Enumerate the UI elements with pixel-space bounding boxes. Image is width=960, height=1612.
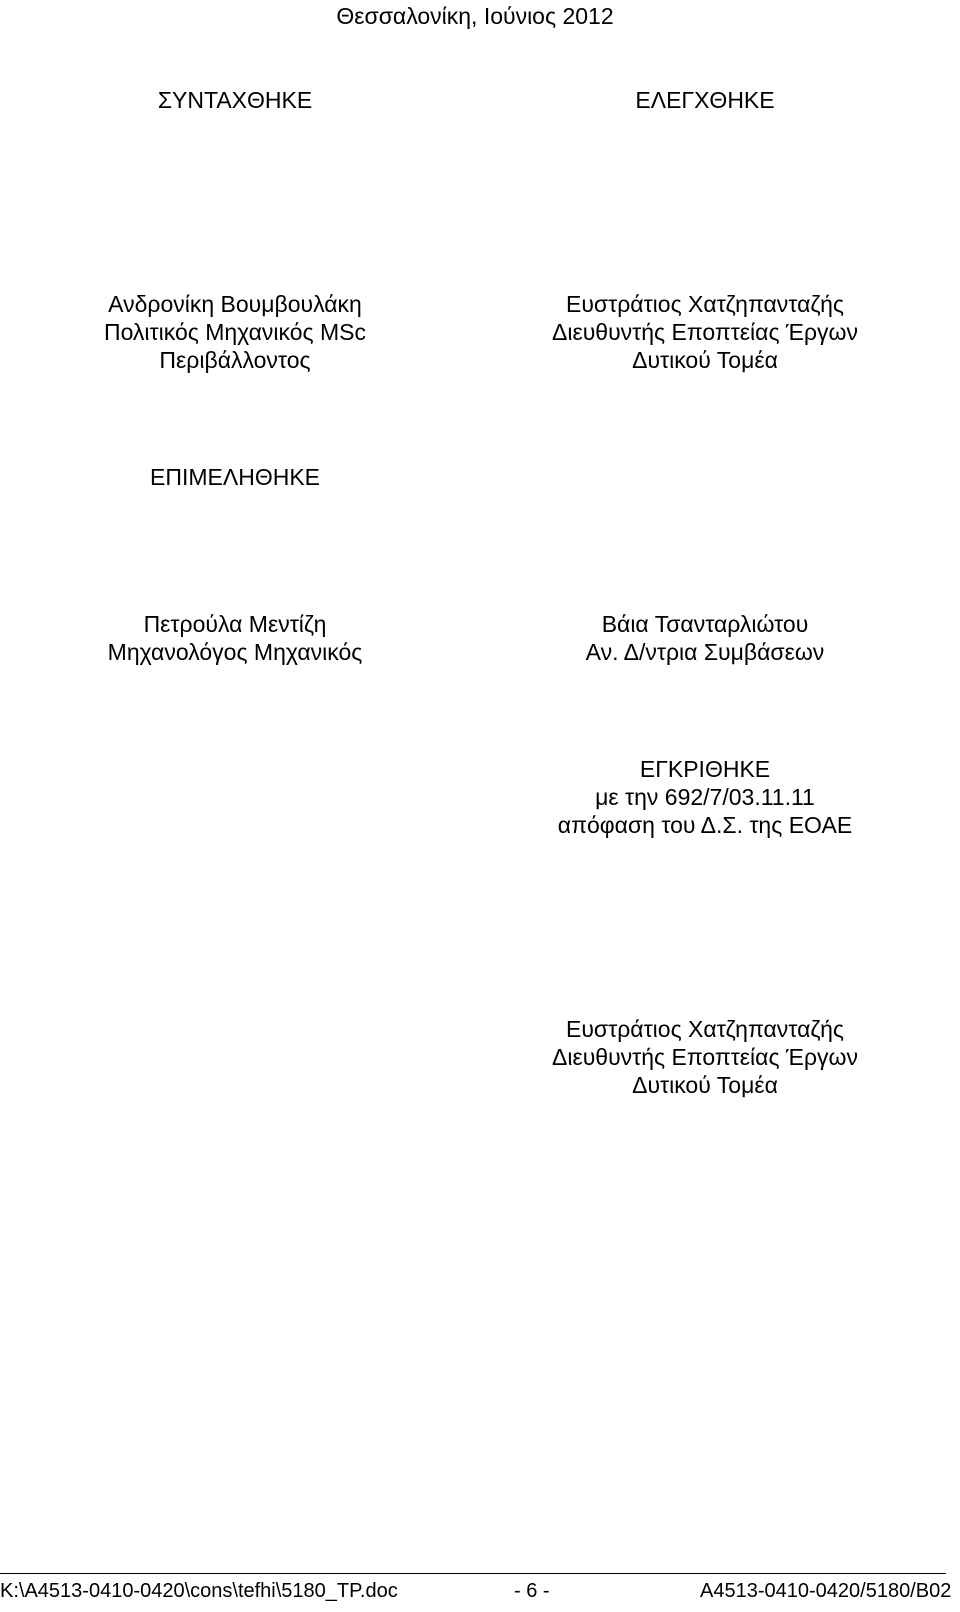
drafted-name: Ανδρονίκη Βουμβουλάκη [108, 291, 362, 317]
checked-signatory [470, 290, 940, 374]
edited-heading: ΕΠΙΜΕΛΗΘΗΚΕ [150, 464, 320, 490]
drafted-title-line2: Περιβάλλοντος [159, 347, 311, 373]
approved-title-line2: Δυτικού Τομέα [632, 1072, 778, 1098]
checked-heading: ΕΛΕΓΧΘΗΚΕ [635, 87, 775, 113]
drafted-title-line1: Πολιτικός Μηχανικός MSc [103, 319, 367, 345]
footer-doc-code: A4513-0410-0420/5180/B02 [700, 1580, 952, 1602]
approved-signatory [470, 1015, 940, 1099]
checked-name: Ευστράτιος Χατζηπανταζής [566, 291, 844, 317]
edited-right-name: Βάια Τσανταρλιώτου [601, 611, 809, 637]
edited-left-name: Πετρούλα Μεντίζη [143, 611, 327, 637]
edited-left-title: Μηχανολόγος Μηχανικός [107, 639, 363, 665]
approved-line2: απόφαση του Δ.Σ. της ΕΟΑΕ [557, 812, 853, 838]
approved-block [470, 755, 940, 839]
footer-page-number: - 6 - [514, 1580, 550, 1602]
place-date [240, 2, 710, 30]
approved-title-line1: Διευθυντής Εποπτείας Έργων [551, 1044, 859, 1070]
approved-heading: ΕΓΚΡΙΘΗΚΕ [639, 756, 771, 782]
drafted-heading: ΣΥΝΤΑΧΘΗΚΕ [157, 87, 313, 113]
approved-line1: με την 692/7/03.11.11 [595, 784, 815, 810]
edited-left-signatory [0, 610, 470, 666]
edited-right-signatory [470, 610, 940, 666]
checked-title-line2: Δυτικού Τομέα [632, 347, 778, 373]
approved-name: Ευστράτιος Χατζηπανταζής [566, 1016, 844, 1042]
footer-divider [0, 1573, 946, 1574]
footer-file-path: K:\A4513-0410-0420\cons\tefhi\5180_TP.doc [0, 1580, 398, 1602]
checked-title-line1: Διευθυντής Εποπτείας Έργων [551, 319, 859, 345]
drafted-signatory [0, 290, 470, 374]
place-date-text: Θεσσαλονίκη, Ιούνιος 2012 [336, 3, 614, 29]
edited-right-title: Αν. Δ/ντρια Συμβάσεων [585, 639, 825, 665]
